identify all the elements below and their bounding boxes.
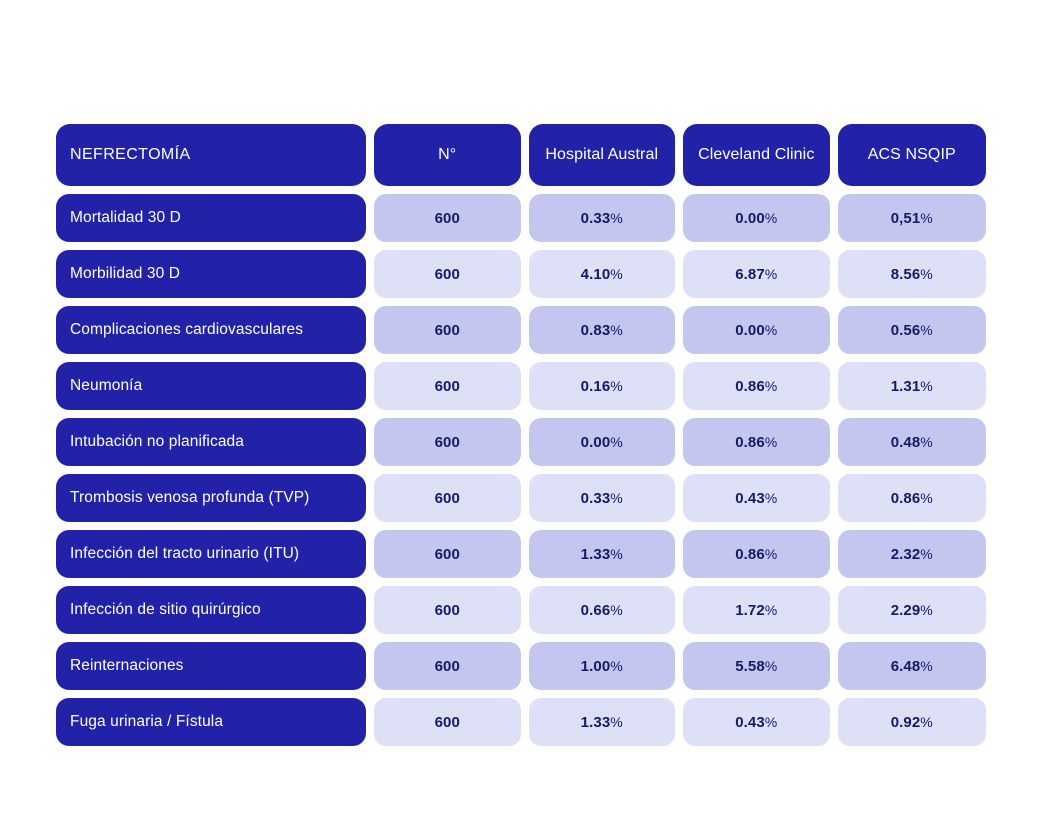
column-header-acs-nsqip: ACS NSQIP: [838, 124, 986, 186]
column-header-hospital-austral: Hospital Austral: [529, 124, 676, 186]
value: 1.31: [890, 377, 921, 395]
outcomes-table: [56, 124, 986, 754]
cell-cleveland-clinic: [683, 306, 830, 354]
percent-symbol: %: [610, 266, 623, 282]
cell-hospital-austral: [529, 418, 676, 466]
percent-symbol: %: [920, 490, 933, 506]
cell-cleveland-clinic: [683, 474, 830, 522]
percent-symbol: %: [764, 714, 778, 730]
value: 0.33: [580, 489, 611, 507]
value: 0,51: [890, 209, 921, 227]
value: 0.86: [735, 377, 765, 395]
cell-n: 600: [374, 530, 521, 578]
percent-symbol: %: [920, 378, 933, 394]
table-row: [56, 642, 986, 690]
value: 6.48: [890, 657, 921, 675]
value: 0.86: [890, 489, 921, 507]
row-label: Intubación no planificada: [56, 418, 366, 466]
cell-hospital-austral: [529, 698, 676, 746]
cell-hospital-austral: [529, 530, 676, 578]
cell-hospital-austral: [529, 474, 676, 522]
percent-symbol: %: [920, 714, 933, 730]
cell-n: 600: [374, 194, 521, 242]
value: 4.10: [580, 265, 611, 283]
cell-cleveland-clinic: [683, 530, 830, 578]
percent-symbol: %: [610, 210, 623, 226]
cell-cleveland-clinic: [683, 418, 830, 466]
row-label: Fuga urinaria / Fístula: [56, 698, 366, 746]
row-label: Infección de sitio quirúrgico: [56, 586, 366, 634]
percent-symbol: %: [610, 602, 623, 618]
cell-cleveland-clinic: [683, 698, 830, 746]
percent-symbol: %: [610, 490, 623, 506]
cell-hospital-austral: [529, 362, 676, 410]
cell-hospital-austral: [529, 306, 676, 354]
value: 0.48: [890, 433, 921, 451]
cell-hospital-austral: [529, 586, 676, 634]
cell-hospital-austral: [529, 194, 676, 242]
percent-symbol: %: [920, 266, 933, 282]
value: 1.00: [580, 657, 611, 675]
value: 0.66: [580, 601, 611, 619]
percent-symbol: %: [920, 602, 933, 618]
percent-symbol: %: [610, 322, 623, 338]
percent-symbol: %: [764, 658, 778, 674]
value: 0.43: [735, 713, 765, 731]
value: 0.83: [580, 321, 611, 339]
cell-hospital-austral: [529, 250, 676, 298]
row-label: Trombosis venosa profunda (TVP): [56, 474, 366, 522]
percent-symbol: %: [764, 210, 778, 226]
percent-symbol: %: [764, 434, 778, 450]
percent-symbol: %: [610, 434, 623, 450]
cell-hospital-austral: [529, 642, 676, 690]
value: 0.86: [735, 545, 765, 563]
value: 0.00: [580, 433, 611, 451]
table-row: [56, 362, 986, 410]
value: 0.16: [580, 377, 611, 395]
cell-n: 600: [374, 586, 521, 634]
cell-n: 600: [374, 418, 521, 466]
value: 0.56: [890, 321, 921, 339]
table-header-row: [56, 124, 986, 186]
cell-acs-nsqip: [838, 586, 986, 634]
cell-n: 600: [374, 306, 521, 354]
value: 0.43: [735, 489, 765, 507]
value: 1.72: [735, 601, 765, 619]
percent-symbol: %: [764, 266, 778, 282]
cell-acs-nsqip: [838, 474, 986, 522]
value: 6.87: [735, 265, 765, 283]
percent-symbol: %: [764, 490, 778, 506]
value: 0.00: [735, 321, 765, 339]
percent-symbol: %: [764, 322, 778, 338]
table-row: [56, 418, 986, 466]
row-label: Complicaciones cardiovasculares: [56, 306, 366, 354]
percent-symbol: %: [764, 378, 778, 394]
table-row: [56, 586, 986, 634]
percent-symbol: %: [920, 434, 933, 450]
table-row: [56, 250, 986, 298]
cell-n: 600: [374, 698, 521, 746]
percent-symbol: %: [920, 658, 933, 674]
row-label: Infección del tracto urinario (ITU): [56, 530, 366, 578]
cell-cleveland-clinic: [683, 250, 830, 298]
percent-symbol: %: [920, 210, 933, 226]
cell-acs-nsqip: [838, 194, 986, 242]
percent-symbol: %: [920, 546, 933, 562]
value: 8.56: [890, 265, 921, 283]
cell-cleveland-clinic: [683, 642, 830, 690]
table-row: [56, 306, 986, 354]
cell-cleveland-clinic: [683, 362, 830, 410]
column-header-n: N°: [374, 124, 521, 186]
column-header-cleveland-clinic: Cleveland Clinic: [683, 124, 830, 186]
cell-n: 600: [374, 250, 521, 298]
cell-acs-nsqip: [838, 530, 986, 578]
column-header-procedure: NEFRECTOMÍA: [56, 124, 366, 186]
row-label: Mortalidad 30 D: [56, 194, 366, 242]
percent-symbol: %: [764, 546, 778, 562]
cell-acs-nsqip: [838, 306, 986, 354]
percent-symbol: %: [610, 378, 623, 394]
row-label: Neumonía: [56, 362, 366, 410]
cell-acs-nsqip: [838, 250, 986, 298]
table-row: [56, 194, 986, 242]
percent-symbol: %: [920, 322, 933, 338]
cell-n: 600: [374, 642, 521, 690]
value: 0.33: [580, 209, 611, 227]
row-label: Reinternaciones: [56, 642, 366, 690]
value: 1.33: [580, 713, 611, 731]
cell-acs-nsqip: [838, 698, 986, 746]
value: 0.92: [890, 713, 921, 731]
table-row: [56, 530, 986, 578]
value: 0.00: [735, 209, 765, 227]
table-row: [56, 474, 986, 522]
table-row: [56, 698, 986, 746]
cell-cleveland-clinic: [683, 586, 830, 634]
cell-acs-nsqip: [838, 642, 986, 690]
cell-n: 600: [374, 474, 521, 522]
cell-cleveland-clinic: [683, 194, 830, 242]
percent-symbol: %: [610, 714, 623, 730]
percent-symbol: %: [610, 546, 623, 562]
cell-acs-nsqip: [838, 362, 986, 410]
percent-symbol: %: [764, 602, 778, 618]
row-label: Morbilidad 30 D: [56, 250, 366, 298]
percent-symbol: %: [610, 658, 623, 674]
value: 2.29: [890, 601, 921, 619]
cell-n: 600: [374, 362, 521, 410]
value: 0.86: [735, 433, 765, 451]
value: 5.58: [735, 657, 765, 675]
cell-acs-nsqip: [838, 418, 986, 466]
value: 2.32: [890, 545, 921, 563]
value: 1.33: [580, 545, 611, 563]
